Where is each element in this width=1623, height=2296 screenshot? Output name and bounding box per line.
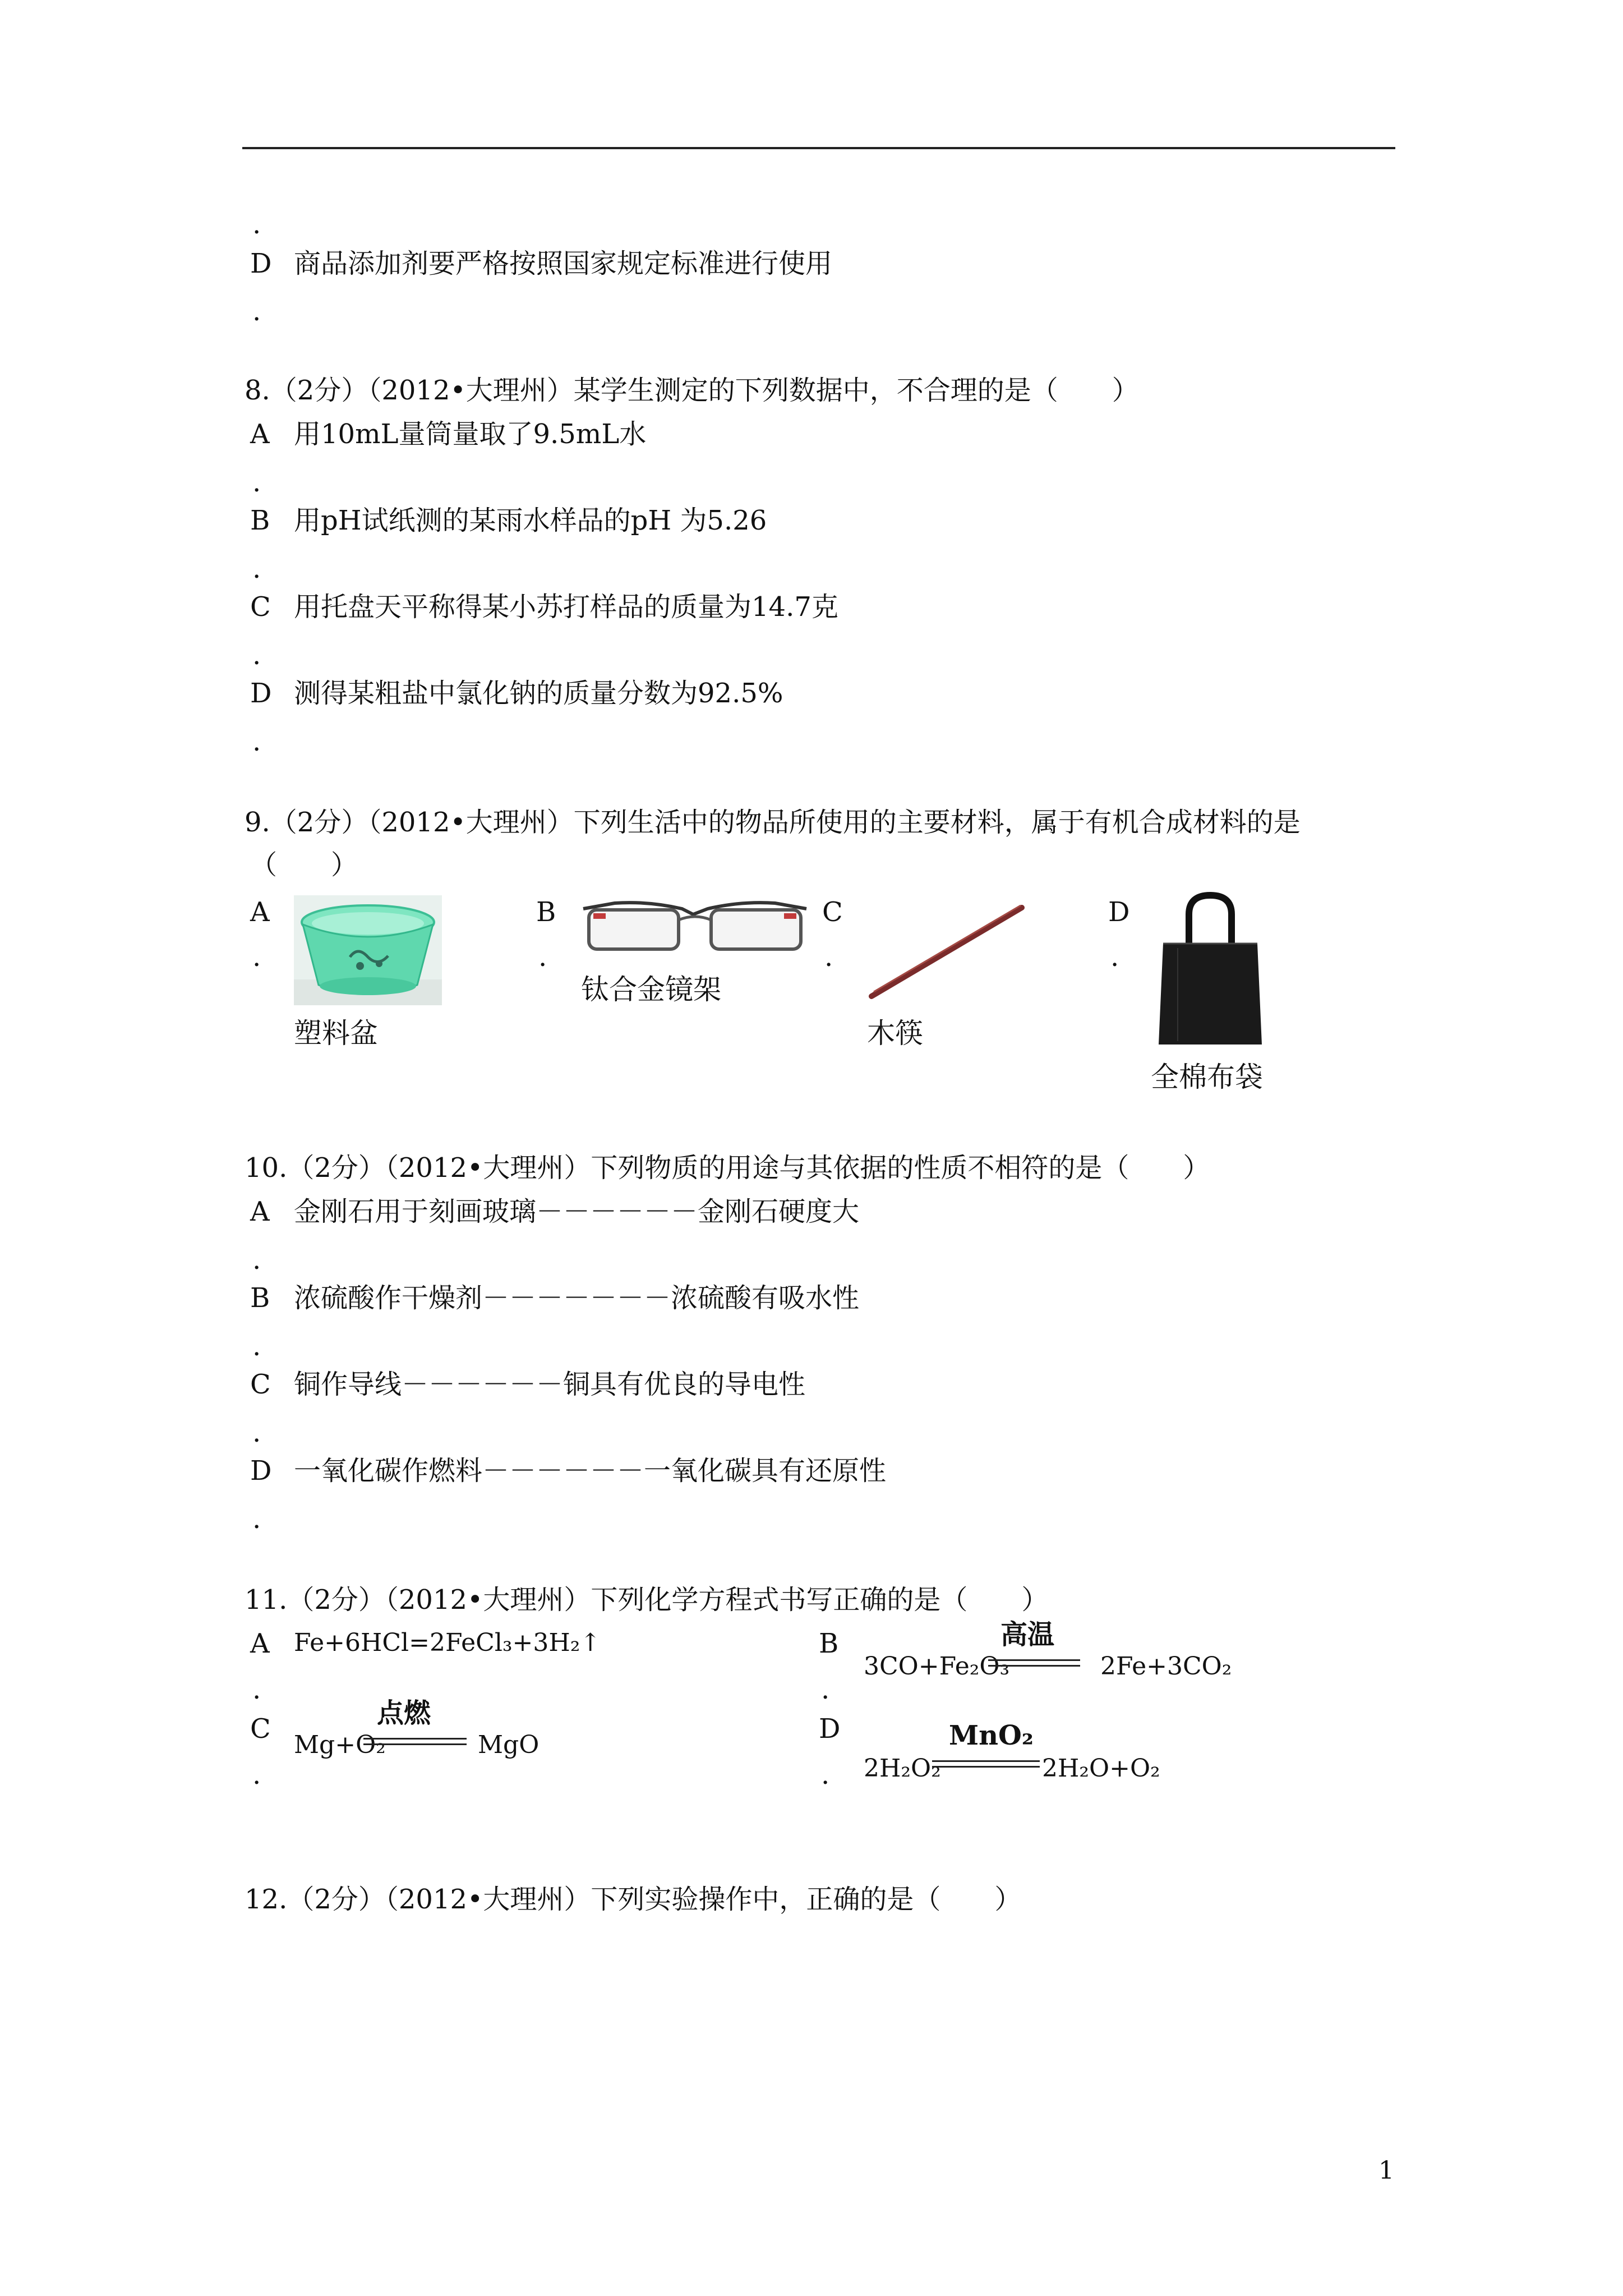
wooden-chopstick-image [864, 900, 1030, 1003]
option-dot: . [821, 1674, 830, 1705]
option-letter: D [250, 1455, 272, 1487]
option-dot: . [821, 1759, 830, 1791]
equation-c-right: MgO [478, 1731, 540, 1759]
option-text: 用托盘天平称得某小苏打样品的质量为14.7克 [294, 591, 838, 623]
option-letter: C [250, 591, 271, 623]
option-letter: A [250, 1196, 270, 1227]
equation-c-left: Mg+O₂ [294, 1731, 386, 1759]
option-dot: . [252, 1759, 261, 1791]
equation-b-condition: 高温 [1000, 1619, 1055, 1650]
option-dot: . [252, 209, 261, 240]
option-dot: . [252, 553, 261, 585]
option-letter: B [819, 1628, 839, 1659]
option-dot: . [252, 1331, 261, 1362]
option-dot: . [538, 941, 547, 973]
equation-a: Fe+6HCl=2FeCl₃+3H₂↑ [294, 1628, 601, 1657]
option-text: 浓硫酸作干燥剂－－－－－－－浓硫酸有吸水性 [294, 1282, 860, 1314]
option-dot: . [252, 726, 261, 757]
option-letter: A [250, 418, 270, 450]
equation-d-right: 2H₂O+O₂ [1042, 1754, 1160, 1783]
option-text: 测得某粗盐中氯化钠的质量分数为92.5% [294, 678, 783, 709]
option-text: 商品添加剂要严格按照国家规定标准进行使用 [294, 248, 833, 279]
question-stem-cont: （ ） [250, 849, 358, 881]
equation-c-bar [363, 1738, 467, 1740]
option-letter: C [250, 1369, 271, 1400]
glasses-frame-image [581, 898, 809, 959]
option-letter: B [250, 1282, 270, 1314]
equation-c-condition: 点燃 [377, 1697, 431, 1729]
option-dot: . [252, 1674, 261, 1705]
equation-c-bar [363, 1743, 467, 1745]
option-letter: D [250, 678, 272, 709]
option-letter: C [822, 896, 843, 928]
option-text: 用pH试纸测的某雨水样品的pH 为5.26 [294, 505, 767, 536]
question-stem: 10.（2分）（2012•大理州）下列物质的用途与其依据的性质不相符的是（ ） [245, 1152, 1210, 1184]
option-letter: C [250, 1713, 271, 1745]
cotton-bag-image [1155, 892, 1265, 1049]
option-letter: B [536, 896, 556, 928]
option-letter: B [250, 505, 270, 536]
equation-b-bar [988, 1665, 1080, 1667]
option-text: 金刚石用于刻画玻璃－－－－－－金刚石硬度大 [294, 1196, 860, 1227]
question-stem: 12.（2分）（2012•大理州）下列实验操作中，正确的是（ ） [245, 1884, 1022, 1915]
option-dot: . [1110, 941, 1119, 973]
question-stem: 9.（2分）（2012•大理州）下列生活中的物品所使用的主要材料，属于有机合成材料的是 [245, 807, 1301, 838]
plastic-basin-image [294, 895, 442, 1005]
option-letter: A [250, 896, 270, 928]
page-number: 1 [1378, 2156, 1394, 2185]
option-dot: . [252, 1503, 261, 1535]
question-stem: 11.（2分）（2012•大理州）下列化学方程式书写正确的是（ ） [245, 1584, 1049, 1616]
equation-b-bar [988, 1659, 1080, 1661]
option-letter: D [819, 1713, 841, 1745]
equation-d-left: 2H₂O₂ [864, 1754, 941, 1783]
option-dot: . [252, 467, 261, 498]
option-letter: A [250, 1628, 270, 1659]
question-stem: 8.（2分）（2012•大理州）某学生测定的下列数据中，不合理的是（ ） [245, 375, 1139, 406]
equation-b-right: 2Fe+3CO₂ [1100, 1652, 1232, 1681]
option-dot: . [252, 941, 261, 973]
equation-d-bar [932, 1766, 1040, 1768]
equation-d-condition: MnO₂ [949, 1720, 1034, 1751]
equation-d-bar [932, 1760, 1040, 1762]
header-rule [242, 147, 1395, 149]
option-text: 用10mL量筒量取了9.5mL水 [294, 418, 647, 450]
option-dot: . [252, 1244, 261, 1276]
option-dot: . [824, 941, 833, 973]
option-dot: . [252, 1417, 261, 1448]
option-label: 木筷 [867, 1017, 923, 1050]
option-label: 钛合金镜架 [581, 973, 721, 1006]
option-dot: . [252, 296, 261, 327]
option-dot: . [252, 639, 261, 671]
option-label: 塑料盆 [294, 1017, 378, 1050]
option-text: 铜作导线－－－－－－铜具有优良的导电性 [294, 1369, 806, 1400]
option-letter: D [1108, 896, 1130, 928]
option-label: 全棉布袋 [1151, 1061, 1263, 1093]
option-text: 一氧化碳作燃料－－－－－－一氧化碳具有还原性 [294, 1455, 887, 1487]
option-letter: D [250, 248, 272, 279]
equation-b-left: 3CO+Fe₂O₃ [864, 1652, 1010, 1681]
